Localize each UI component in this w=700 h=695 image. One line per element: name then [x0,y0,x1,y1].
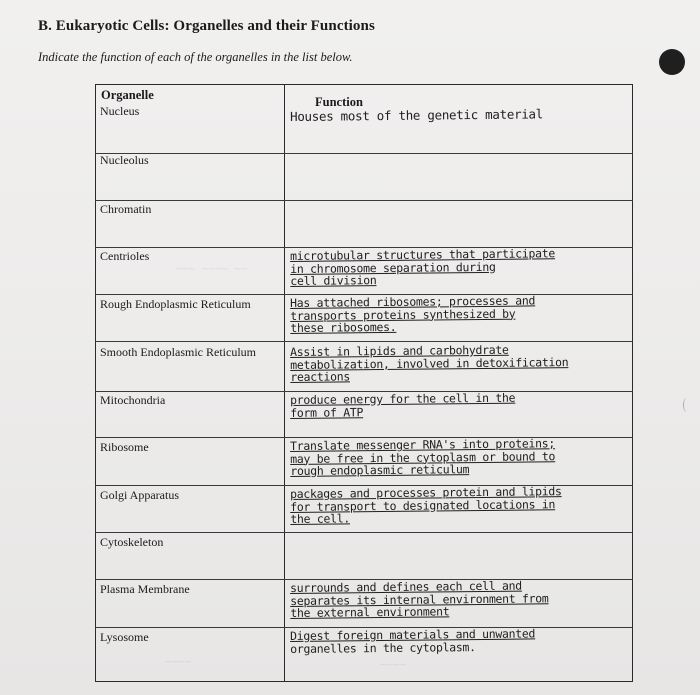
organelle-name: Smooth Endoplasmic Reticulum [100,345,256,359]
answer-line: transports proteins synthesized by [290,306,516,323]
organelle-name: Plasma Membrane [100,582,190,596]
column-divider [284,84,285,682]
row-divider [95,341,633,342]
organelle-name: Nucleolus [100,153,149,167]
answer-line: cell division [290,273,377,288]
function-answer [290,626,634,655]
answer-line: form of ATP [290,404,364,420]
organelle-name: Centrioles [100,249,150,263]
answer-line: reactions [290,369,351,384]
organelle-name: Nucleus [100,104,140,118]
organelle-name: Mitochondria [100,393,166,407]
function-answer [290,436,634,477]
row-divider [95,532,633,533]
row-divider [95,153,633,154]
function-answer [290,293,634,334]
column-header-organelle: Organelle [101,88,154,102]
answer-line: for transport to designated locations in [290,496,556,514]
section-title: B. Eukaryotic Cells: Organelles and their Functions [38,18,375,34]
answer-line: packages and processes protein and lipids [289,484,562,501]
answer-line: surrounds and defines each cell and [289,578,522,595]
answer-line: metabolization, involved in detoxification [290,354,569,372]
organelle-name: Chromatin [100,202,152,216]
answer-line: Digest foreign materials and unwanted [289,626,536,643]
answer-line: organelles in the cytoplasm. [290,639,476,656]
function-answer [290,246,634,287]
answer-line: rough endoplasmic reticulum [290,462,470,478]
answer-line: may be free in the cytoplasm or bound to [290,448,556,466]
pen-mark [683,398,690,412]
function-answer [290,578,634,619]
answer-line: Houses most of the genetic material [289,106,544,124]
answer-line: Has attached ribosomes; processes and [289,293,536,310]
answer-line: Assist in lipids and carbohydrate [289,342,509,359]
function-answer [290,390,634,419]
organelle-name: Cytoskeleton [100,535,164,549]
function-answer [290,484,634,525]
answer-line: the external environment [290,604,450,620]
answer-line: Translate messenger RNA's into proteins; [289,436,556,453]
bleed-through-mark: ~~~~ [165,655,192,668]
column-header-function: Function [315,95,363,109]
answer-line: separates its internal environment from [290,590,549,608]
bleed-through-mark: ~~~ ~~~~ ~~ [175,262,248,275]
answer-line: produce energy for the cell in the [289,390,516,407]
answer-line: these ribosomes. [290,319,397,335]
instructions-text: Indicate the function of each of the organelles in the list below. [38,50,353,64]
row-divider [95,200,633,201]
function-answer [290,342,634,383]
organelle-name: Golgi Apparatus [100,488,179,502]
organelle-name: Rough Endoplasmic Reticulum [100,297,251,311]
answer-line: the cell. [290,511,351,526]
organelle-name: Lysosome [100,630,149,644]
answer-line: microtubular structures that participate [289,246,556,263]
organelle-name: Ribosome [100,440,149,454]
hole-punch [659,49,685,75]
bleed-through-mark: ~~~~ [380,658,407,671]
answer-line: in chromosome separation during [290,259,496,276]
